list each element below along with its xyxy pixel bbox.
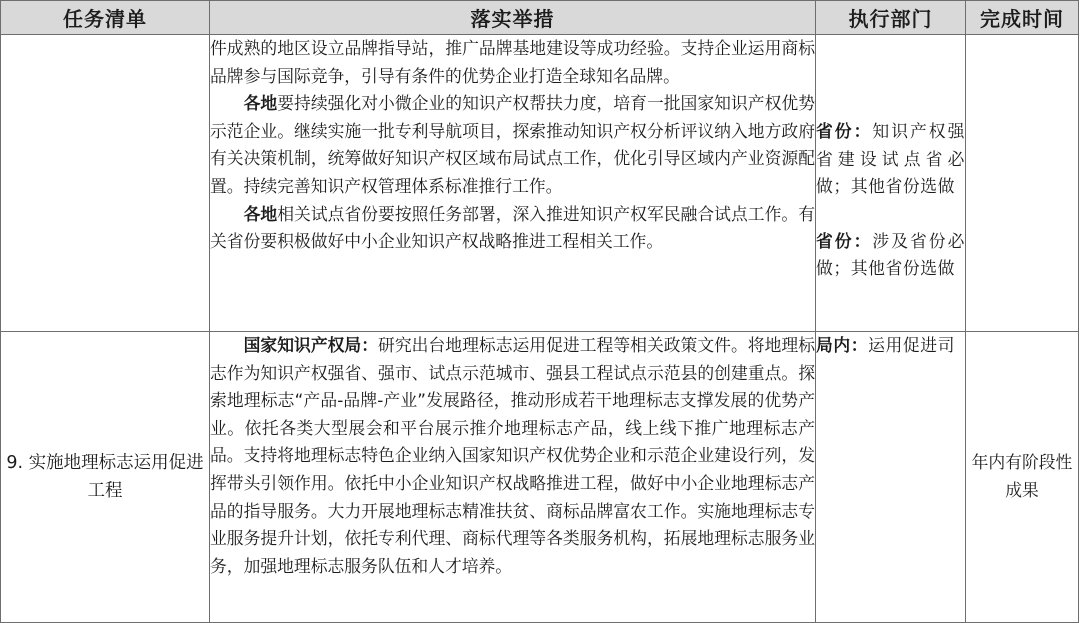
- header-deadline: 完成时间: [966, 1, 1079, 35]
- measure-text: 相关试点省份要按照任务部署，深入推进知识产权军民融合试点工作。有关省份要积极做好中小企业知识产权战略推进工程相关工作。: [210, 203, 815, 252]
- dept-entry: [816, 228, 965, 283]
- header-measures: 落实举措: [210, 1, 816, 35]
- header-dept: 执行部门: [816, 1, 966, 35]
- task-cell: [1, 35, 210, 332]
- measure-paragraph: [210, 332, 815, 580]
- dept-text: 知识产权强省建设试点省必做；其他省份选做: [816, 121, 965, 197]
- header-task: 任务清单: [1, 1, 210, 35]
- table-row: [1, 332, 1079, 623]
- measure-lead: 各地: [243, 203, 278, 224]
- deadline-cell: 年内有阶段性成果: [966, 332, 1079, 623]
- dept-lead: 局内：: [816, 335, 869, 355]
- measure-paragraph: [210, 90, 815, 200]
- dept-entry: [816, 118, 965, 201]
- table-row: [1, 35, 1079, 332]
- dept-text: 运用促进司: [868, 335, 956, 355]
- measures-cell: [210, 332, 816, 623]
- task-cell: 9. 实施地理标志运用促进工程: [1, 332, 210, 623]
- dept-lead: 省份：: [816, 121, 873, 141]
- measure-text: 研究出台地理标志运用促进工程等相关政策文件。将地理标志作为知识产权强省、强市、试点示范城市、强县工程试点示范县的创建重点。探索地理标志“产品-品牌-产业”发展路径，推动形成若干地理标志支撑发展的优势产业。依托各类大型展会和平台展示推介地理标志产品，线上线下推广地理标志产品。支持将地理标志特色企业纳入国家知识产权优势企业和示范企业建设行列，发挥带头引领作用。依托中小企业知识产权战略推进工程，做好中小企业地理标志产品的指导服务。大力开展地理标志精准扶贫、商标品牌富农工作。实施地理标志专业服务提升计划，依托专利代理、商标代理等各类服务机构，拓展地理标志服务业务，加强地理标志服务队伍和人才培养。: [210, 335, 815, 576]
- measure-lead: 国家知识产权局：: [243, 335, 379, 355]
- measures-cell: [210, 35, 816, 332]
- measure-paragraph: [210, 201, 815, 256]
- dept-lead: 省份：: [816, 230, 873, 251]
- measure-text: 件成熟的地区设立品牌指导站，推广品牌基地建设等成功经验。支持企业运用商标品牌参与国际竞争，引导有条件的优势企业打造全球知名品牌。: [210, 38, 815, 86]
- dept-cell: [816, 332, 966, 623]
- measure-lead: 各地: [243, 93, 278, 114]
- dept-cell: [816, 35, 966, 332]
- measure-paragraph: [210, 35, 815, 90]
- header-row: [1, 1, 1079, 35]
- dept-entry: [816, 332, 965, 360]
- deadline-cell: [966, 35, 1079, 332]
- dept-text: 涉及省份必做；其他省份选做: [816, 230, 965, 279]
- measure-text: 要持续强化对小微企业的知识产权帮扶力度，培育一批国家知识产权优势示范企业。继续实施一批专利导航项目，探索推动知识产权分析评议纳入地方政府有关决策机制，统筹做好知识产权区域布局试点工作，优化引导区域内产业资源配置。持续完善知识产权管理体系标准推行工作。: [210, 93, 815, 196]
